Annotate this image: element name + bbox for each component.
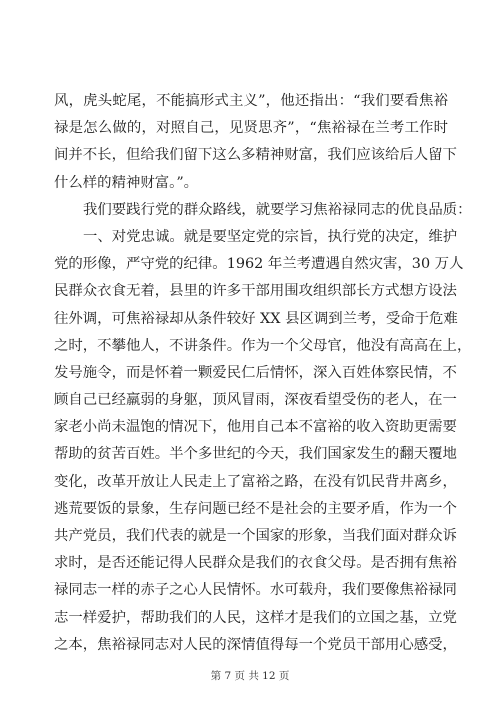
text-line: 间并不长，但给我们留下这么多精神财富，我们应该给后人留下 bbox=[54, 147, 457, 164]
text-line: 之时，不攀他人，不讲条件。作为一个父母官，他没有高高在上， bbox=[54, 337, 472, 354]
text-line: 一、对党忠诚。就是要坚定党的宗旨，执行党的决定，维护 bbox=[83, 228, 458, 245]
text-line: 共产党员，我们代表的就是一个国家的形象，当我们面对群众诉 bbox=[54, 528, 457, 544]
text-line: 民群众衣食无着，县里的许多干部用围攻组织部长方式想方设法 bbox=[54, 283, 457, 300]
page-number: 第 7 页 共 12 页 bbox=[210, 670, 290, 682]
text-line: 往外调，可焦裕禄却从条件较好 XX 县区调到兰考，受命于危难 bbox=[54, 310, 458, 327]
text-line: 顾自己已经羸弱的身躯，顶风冒雨，深夜看望受伤的老人，在一 bbox=[54, 392, 457, 409]
text-line: 禄是怎么做的，对照自己，见贤思齐”，“焦裕禄在兰考工作时 bbox=[54, 120, 448, 137]
text-line: 家老小尚未温饱的情况下，他用自己本不富裕的收入资助更需要 bbox=[54, 419, 457, 436]
text-line: 党的形像，严守党的纪律。1962 年兰考遭遇自然灾害，30 万人 bbox=[54, 256, 464, 273]
text-line: 帮助的贫苦百姓。半个多世纪的今天，我们国家发生的翻天覆地 bbox=[54, 446, 457, 463]
text-line: 什么样的精神财富。”。 bbox=[54, 174, 199, 191]
page-footer bbox=[0, 669, 500, 683]
text-line: 求时，是否还能记得人民群众是我们的衣食父母。是否拥有焦裕 bbox=[54, 555, 457, 572]
text-line: 发号施令，而是怀着一颗爱民仁后情怀，深入百姓体察民情，不 bbox=[54, 364, 457, 381]
text-line: 变化，改革开放让人民走上了富裕之路，在没有饥民背井离乡， bbox=[54, 473, 457, 490]
text-line: 禄同志一样的赤子之心人民情怀。水可载舟，我们要像焦裕禄同 bbox=[54, 582, 457, 599]
text-line: 风，虎头蛇尾，不能搞形式主义”，他还指出：“我们要看焦裕 bbox=[54, 93, 448, 109]
text-line: 逃荒要饭的景象，生存问题已经不是社会的主要矛盾，作为一个 bbox=[54, 500, 457, 517]
text-line: 志一样爱护，帮助我们的人民，这样才是我们的立国之基，立党 bbox=[54, 609, 457, 626]
text-line: 之本，焦裕禄同志对人民的深情值得每一个党员干部用心感受， bbox=[54, 636, 457, 653]
text-line: 我们要践行党的群众路线，就要学习焦裕禄同志的优良品质： bbox=[83, 201, 472, 218]
document-body bbox=[54, 88, 472, 659]
